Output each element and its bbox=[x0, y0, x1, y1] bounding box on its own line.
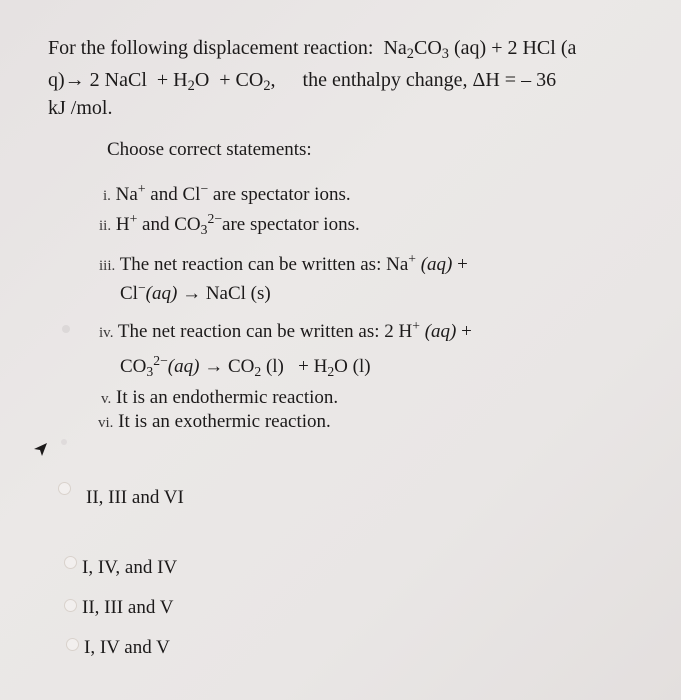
statement-iv-line-1: iv. The net reaction can be written as: 2 H+ (aq) + bbox=[99, 318, 472, 342]
radio-button-icon[interactable] bbox=[66, 638, 79, 651]
statement-i: i. Na+ and Cl− are spectator ions. bbox=[103, 181, 351, 205]
choose-prompt: Choose correct statements: bbox=[107, 139, 312, 160]
statement-v: v. It is an endothermic reaction. bbox=[101, 387, 339, 408]
mouse-cursor-icon bbox=[32, 441, 48, 457]
answer-option-label: II, III and VI bbox=[86, 487, 184, 508]
answer-option-label: II, III and V bbox=[82, 597, 174, 618]
question-line-2: q)→ 2 NaCl + $H_2O + CO_2$, the enthalpy change, ΔH = – 36 bbox=[48, 69, 557, 95]
answer-option-label: I, IV and V bbox=[84, 637, 170, 658]
radio-button-icon[interactable] bbox=[64, 556, 77, 569]
statement-vi: vi. It is an exothermic reaction. bbox=[98, 411, 331, 432]
radio-button-icon[interactable] bbox=[58, 482, 71, 495]
radio-button-icon[interactable] bbox=[64, 599, 77, 612]
question-line-1: For the following displacement reaction: $Na_2CO_3$ (aq) + 2 HCl (a bbox=[48, 37, 577, 63]
statement-iv-line-2: $CO_3^{2-}(aq) \to CO_2$ $(l) + H_2O$ (l) bbox=[120, 353, 371, 379]
smudge-dot-2 bbox=[61, 439, 67, 445]
statement-ii: ii. H+ and $CO_3^{2-}are$ spectator ions. bbox=[99, 211, 360, 237]
statement-iii-line-1: iii. The net reaction can be written as: Na+ (aq) + bbox=[99, 251, 468, 275]
answer-option-label: I, IV, and IV bbox=[82, 557, 178, 578]
smudge-dot bbox=[62, 325, 70, 333]
question-line-3: kJ /mol. bbox=[48, 97, 113, 119]
statement-iii-line-2: Cl−(aq) → NaCl (s) bbox=[120, 280, 271, 304]
